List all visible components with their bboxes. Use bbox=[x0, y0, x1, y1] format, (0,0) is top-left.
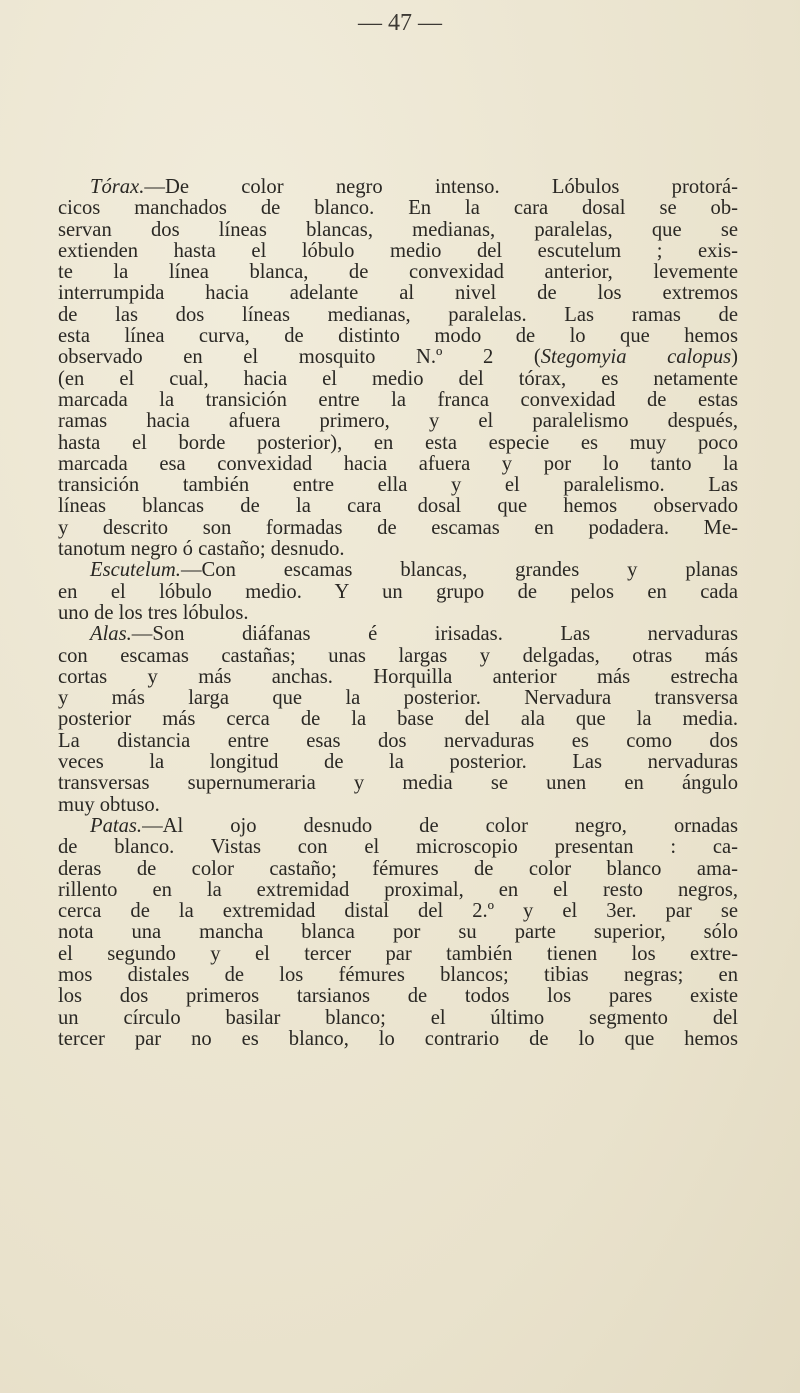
text-line bbox=[58, 283, 738, 304]
text-line bbox=[58, 603, 738, 624]
line-text: extienden hasta el lóbulo medio del escutelum ; exis- bbox=[58, 239, 738, 262]
text-line bbox=[58, 475, 738, 496]
text-line bbox=[58, 518, 738, 539]
section-heading: Patas. bbox=[90, 814, 143, 837]
line-text: —De color negro intenso. Lóbulos protorá- bbox=[144, 176, 738, 198]
section-heading: Tórax. bbox=[90, 176, 145, 198]
text-line bbox=[58, 773, 738, 794]
text-line bbox=[58, 709, 738, 730]
line-text: —Con escamas blancas, grandes y planas bbox=[180, 559, 738, 582]
line-text: servan dos líneas blancas, medianas, paralelas, que se bbox=[58, 218, 738, 241]
text-line bbox=[58, 433, 738, 454]
line-text: marcada esa convexidad hacia afuera y por lo tanto la bbox=[58, 452, 738, 475]
text-line bbox=[58, 582, 738, 603]
text-line bbox=[58, 262, 738, 283]
text-line bbox=[58, 731, 738, 752]
text-line bbox=[58, 390, 738, 411]
line-text: líneas blancas de la cara dosal que hemos observado bbox=[58, 495, 738, 518]
text-line bbox=[58, 1029, 738, 1050]
text-line bbox=[58, 496, 738, 517]
line-text: hasta el borde posterior), en esta especie es muy poco bbox=[58, 431, 738, 454]
line-text: de blanco. Vistas con el microscopio presentan : ca- bbox=[58, 836, 738, 859]
line-text: muy obtuso. bbox=[58, 793, 160, 816]
text-line bbox=[58, 369, 738, 390]
line-text: un círculo basilar blanco; el último segmento del bbox=[58, 1006, 738, 1029]
line-text: y más larga que la posterior. Nervadura transversa bbox=[58, 687, 738, 710]
line-text: cortas y más anchas. Horquilla anterior más estrecha bbox=[58, 665, 738, 688]
line-text: (en el cual, hacia el medio del tórax, es netamente bbox=[58, 367, 738, 390]
line-text: posterior más cerca de la base del ala que la media. bbox=[58, 708, 738, 731]
text-line bbox=[58, 241, 738, 262]
page-number: — 47 — bbox=[358, 10, 442, 36]
line-text: transversas supernumeraria y media se unen en ángulo bbox=[58, 772, 738, 795]
text-line bbox=[58, 922, 738, 943]
line-text: observado en el mosquito N.º 2 ( bbox=[58, 346, 541, 369]
line-text: uno de los tres lóbulos. bbox=[58, 601, 249, 624]
line-text: ramas hacia afuera primero, y el paralelismo después, bbox=[58, 410, 738, 433]
text-line bbox=[58, 347, 738, 368]
line-text: transición también entre ella y el paralelismo. Las bbox=[58, 474, 738, 497]
text-line bbox=[58, 539, 738, 560]
text-line bbox=[58, 560, 738, 581]
line-text: deras de color castaño; fémures de color blanco ama- bbox=[58, 857, 738, 880]
body-text bbox=[58, 177, 738, 1050]
text-line bbox=[58, 816, 738, 837]
text-line bbox=[58, 880, 738, 901]
line-text: interrumpida hacia adelante al nivel de los extremos bbox=[58, 282, 738, 305]
line-text: rillento en la extremidad proximal, en el resto negros, bbox=[58, 878, 738, 901]
text-line bbox=[58, 646, 738, 667]
text-line bbox=[58, 220, 738, 241]
line-text: de las dos líneas medianas, paralelas. Las ramas de bbox=[58, 303, 738, 326]
line-text: los dos primeros tarsianos de todos los pares existe bbox=[58, 985, 738, 1008]
line-text: te la línea blanca, de convexidad anterior, levemente bbox=[58, 261, 738, 284]
section-heading: Alas. bbox=[90, 623, 132, 646]
line-text: veces la longitud de la posterior. Las nervaduras bbox=[58, 751, 738, 774]
line-text: y descrito son formadas de escamas en podadera. Me- bbox=[58, 516, 738, 539]
line-text: nota una mancha blanca por su parte superior, sólo bbox=[58, 921, 738, 944]
text-line bbox=[58, 454, 738, 475]
text-line bbox=[58, 752, 738, 773]
text-line bbox=[58, 837, 738, 858]
text-line bbox=[58, 305, 738, 326]
line-text: esta línea curva, de distinto modo de lo que hemos bbox=[58, 325, 738, 348]
line-text: tercer par no es blanco, lo contrario de lo que hemos bbox=[58, 1027, 738, 1050]
line-text: en el lóbulo medio. Y un grupo de pelos en cada bbox=[58, 580, 738, 603]
text-line bbox=[58, 965, 738, 986]
line-text: tanotum negro ó castaño; desnudo. bbox=[58, 538, 345, 561]
line-text: cicos manchados de blanco. En la cara dosal se ob- bbox=[58, 197, 738, 220]
section-heading: Escutelum. bbox=[90, 559, 181, 582]
line-text-tail: ) bbox=[731, 346, 738, 369]
text-line bbox=[58, 198, 738, 219]
line-text: el segundo y el tercer par también tienen los extre- bbox=[58, 942, 738, 965]
text-line bbox=[58, 986, 738, 1007]
line-text: La distancia entre esas dos nervaduras es como dos bbox=[58, 729, 738, 752]
line-text: —Son diáfanas é irisadas. Las nervaduras bbox=[131, 623, 738, 646]
text-line bbox=[58, 901, 738, 922]
text-line bbox=[58, 944, 738, 965]
line-text: cerca de la extremidad distal del 2.º y el 3er. par se bbox=[58, 900, 738, 923]
text-line bbox=[58, 688, 738, 709]
line-text: —Al ojo desnudo de color negro, ornadas bbox=[142, 814, 738, 837]
species-name: Stegomyia calopus bbox=[540, 346, 732, 369]
text-line bbox=[58, 859, 738, 880]
text-line bbox=[58, 411, 738, 432]
text-line bbox=[58, 1008, 738, 1029]
text-line bbox=[58, 624, 738, 645]
text-line bbox=[58, 326, 738, 347]
text-line bbox=[58, 795, 738, 816]
line-text: marcada la transición entre la franca convexidad de estas bbox=[58, 388, 738, 411]
line-text: mos distales de los fémures blancos; tibias negras; en bbox=[58, 963, 738, 986]
text-line bbox=[58, 177, 738, 198]
text-line bbox=[58, 667, 738, 688]
line-text: con escamas castañas; unas largas y delgadas, otras más bbox=[58, 644, 738, 667]
